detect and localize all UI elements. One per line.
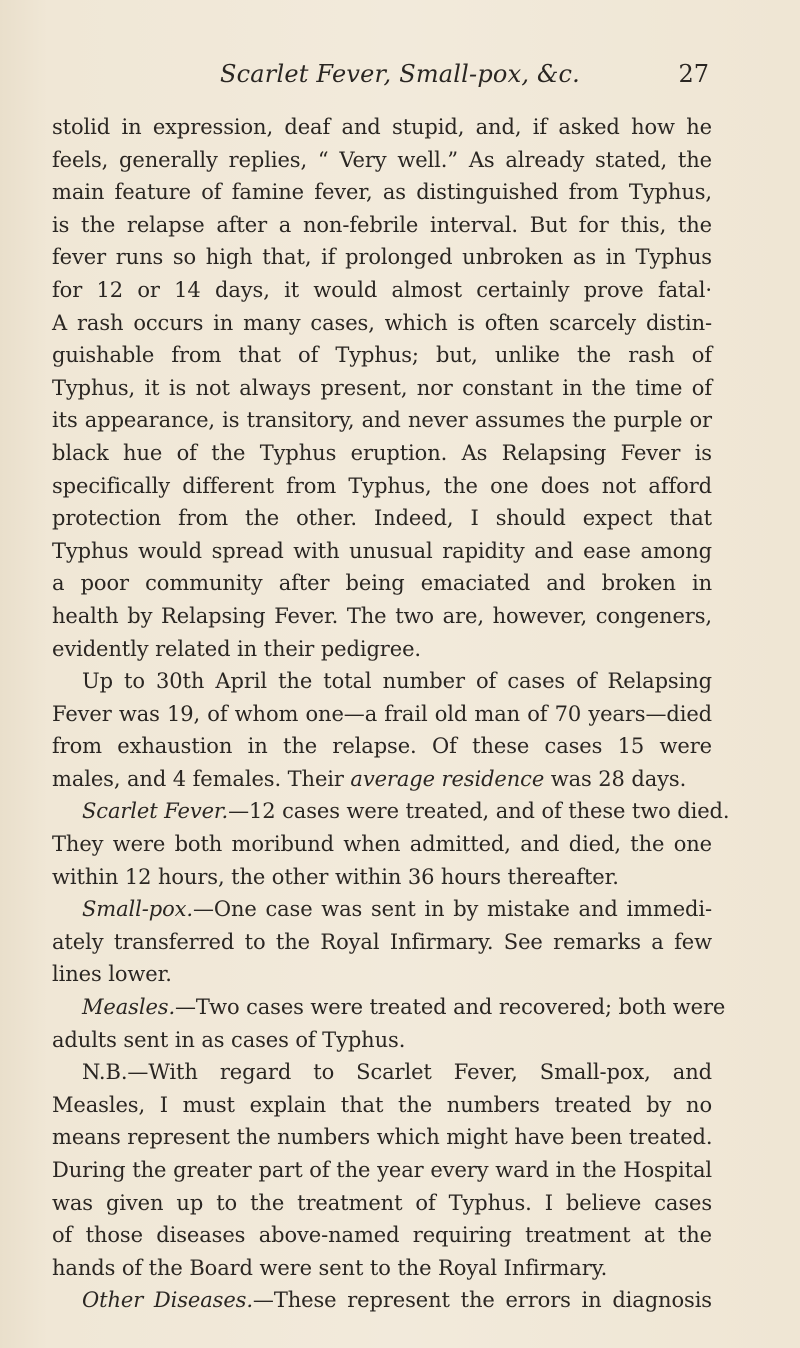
- text-line: from exhaustion in the relapse. Of these cases 15 were: [52, 734, 712, 759]
- section-lead-small-pox: Small-pox.: [82, 897, 193, 922]
- section-lead-other-diseases: Other Diseases.: [82, 1288, 253, 1313]
- text-run: —Two cases were treated and recovered; both were: [175, 995, 726, 1020]
- text-line: of those diseases above-named requiring treatment at the: [52, 1223, 712, 1248]
- text-line: specifically different from Typhus, the one does not afford: [52, 473, 712, 498]
- section-lead-measles: Measles.: [82, 995, 176, 1020]
- italic-phrase: average residence: [350, 766, 545, 791]
- text-line: fever runs so high that, if prolonged unbroken as in Typhus: [52, 245, 712, 270]
- text-line: [52, 763, 712, 796]
- text-line: N.B.—With regard to Scarlet Fever, Small-pox, and: [82, 1060, 712, 1085]
- text-line: its appearance, is transitory, and never assumes the purple or: [52, 408, 712, 433]
- text-line: adults sent in as cases of Typhus.: [52, 1027, 406, 1052]
- text-line: guishable from that of Typhus; but, unlike the rash of: [52, 343, 712, 368]
- text-run: —12 cases were treated, and of these two died.: [228, 799, 730, 824]
- text-line: They were both moribund when admitted, and died, the one: [52, 832, 712, 857]
- text-line: health by Relapsing Fever. The two are, however, congeners,: [52, 603, 712, 628]
- text-line: black hue of the Typhus eruption. As Relapsing Fever is: [52, 440, 712, 465]
- text-line: Fever was 19, of whom one—a frail old man of 70 years—died: [52, 701, 712, 726]
- text-line: protection from the other. Indeed, I should expect that: [52, 506, 712, 531]
- text-run: —One case was sent in by mistake and immedi-: [192, 897, 712, 922]
- text-line: hands of the Board were sent to the Royal Infirmary.: [52, 1255, 608, 1280]
- page-number: 27: [678, 60, 709, 88]
- text-line: ately transferred to the Royal Infirmary. See remarks a few: [52, 929, 712, 954]
- text-line: During the greater part of the year every ward in the Hospital: [52, 1158, 712, 1182]
- text-line: lines lower.: [52, 962, 172, 987]
- text-line: evidently related in their pedigree.: [52, 636, 421, 661]
- text-line: Typhus would spread with unusual rapidity and ease among: [52, 538, 712, 563]
- running-title: Scarlet Fever, Small-pox, &c.: [219, 60, 581, 88]
- text-line: [52, 1284, 712, 1317]
- text-line: Measles, I must explain that the numbers treated by no: [52, 1092, 712, 1117]
- text-run: —These represent the errors in diagnosis: [252, 1288, 712, 1313]
- text-line: means represent the numbers which might have been treated.: [52, 1125, 713, 1150]
- text-line: within 12 hours, the other within 36 hours thereafter.: [52, 864, 619, 889]
- text-line: for 12 or 14 days, it would almost certainly prove fatal·: [52, 277, 712, 302]
- text-run: was 28 days.: [544, 766, 687, 791]
- text-line: stolid in expression, deaf and stupid, and, if asked how he: [52, 115, 712, 139]
- text-line: feels, generally replies, “ Very well.” As already stated, the: [52, 147, 712, 172]
- section-lead-scarlet-fever: Scarlet Fever.: [82, 799, 229, 824]
- text-line: A rash occurs in many cases, which is often scarcely distin-: [52, 310, 712, 335]
- text-run: males, and 4 females. Their: [52, 766, 351, 791]
- text-line: [52, 991, 726, 1024]
- text-line: Up to 30th April the total number of cases of Relapsing: [82, 669, 712, 694]
- body-text: [52, 111, 730, 1317]
- text-line: [52, 893, 712, 926]
- text-line: a poor community after being emaciated and broken in: [52, 571, 712, 596]
- text-line: main feature of famine fever, as distinguished from Typhus,: [52, 180, 712, 205]
- text-line: was given up to the treatment of Typhus. I believe cases: [52, 1190, 712, 1215]
- text-line: is the relapse after a non-febrile interval. But for this, the: [52, 212, 712, 237]
- text-line: Typhus, it is not always present, nor constant in the time of: [52, 375, 712, 400]
- page-header: [0, 60, 800, 96]
- text-line: [52, 795, 730, 828]
